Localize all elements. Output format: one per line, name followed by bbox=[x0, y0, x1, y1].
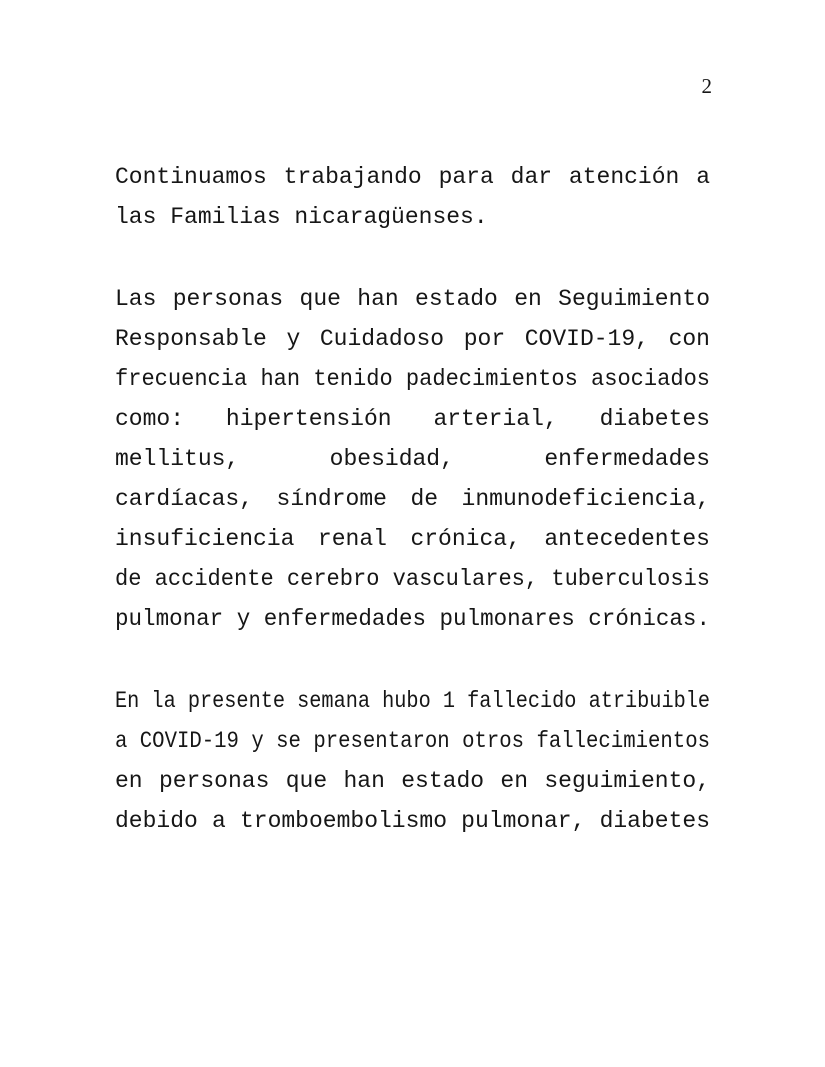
text-line: Continuamos trabajando para dar atención a bbox=[115, 164, 710, 190]
document-body bbox=[115, 157, 710, 841]
paragraph-3 bbox=[115, 681, 710, 841]
text-line: Responsable y Cuidadoso por COVID-19, con bbox=[115, 326, 710, 352]
text-line: como: hipertensión arterial, diabetes bbox=[115, 406, 710, 432]
text-line: de accidente cerebro vasculares, tuberculosis bbox=[115, 566, 711, 592]
text-line: en personas que han estado en seguimiento, bbox=[115, 768, 710, 794]
page-number: 2 bbox=[701, 74, 712, 98]
text-line: mellitus, obesidad, enfermedades bbox=[115, 446, 710, 472]
text-line: En la presente semana hubo 1 fallecido atribuible bbox=[115, 688, 711, 714]
text-line: pulmonar y enfermedades pulmonares crónicas. bbox=[115, 606, 710, 632]
paragraph-1 bbox=[115, 157, 710, 237]
text-line: las Familias nicaragüenses. bbox=[115, 204, 488, 230]
text-line: debido a tromboembolismo pulmonar, diabetes bbox=[115, 808, 710, 834]
text-line: Las personas que han estado en Seguimiento bbox=[115, 286, 710, 312]
paragraph-2 bbox=[115, 279, 710, 639]
text-line: cardíacas, síndrome de inmunodeficiencia, bbox=[115, 486, 710, 512]
text-line: a COVID-19 y se presentaron otros fallecimientos bbox=[115, 728, 711, 754]
text-line: frecuencia han tenido padecimientos asociados bbox=[115, 366, 711, 392]
text-line: insuficiencia renal crónica, antecedentes bbox=[115, 526, 710, 552]
